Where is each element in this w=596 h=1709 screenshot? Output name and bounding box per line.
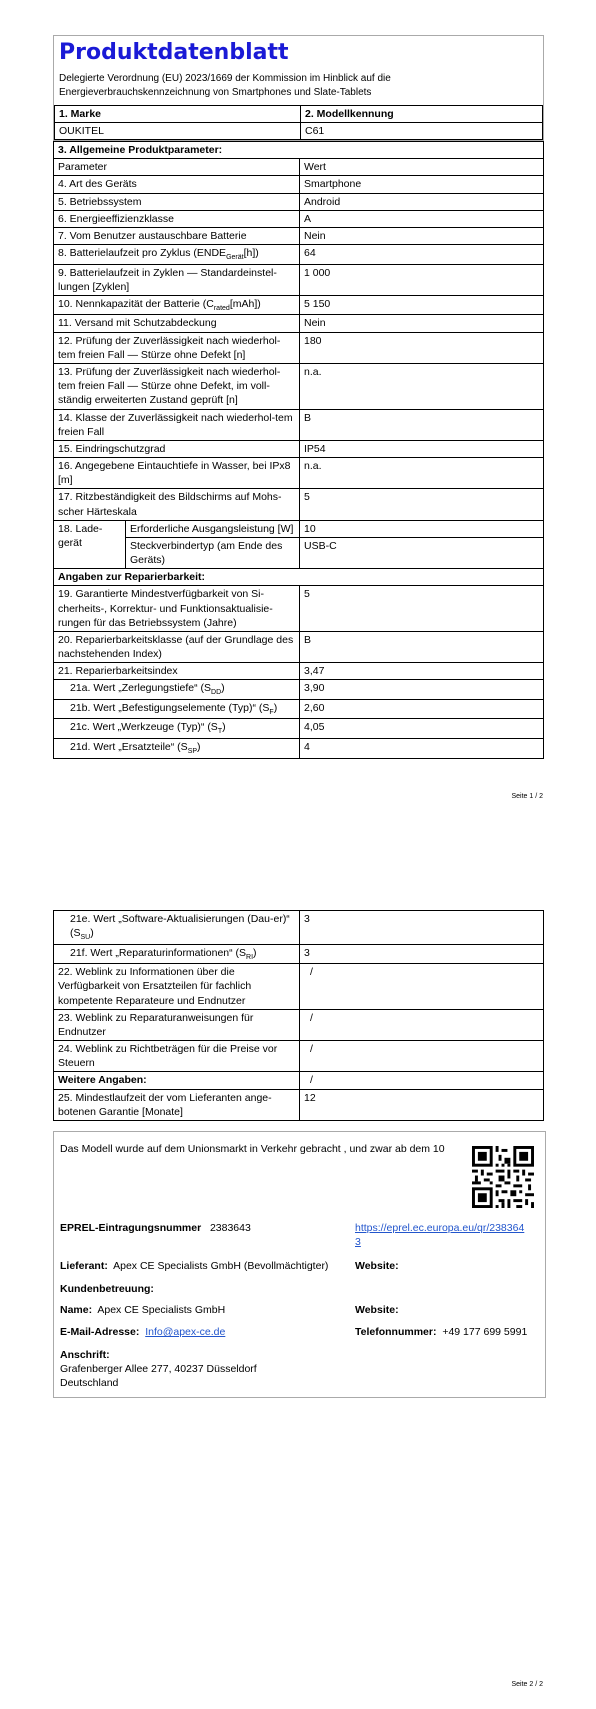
row-label: 5. Betriebssystem <box>54 193 300 210</box>
phone-row <box>355 1325 527 1339</box>
table-row <box>54 964 544 1010</box>
row-label: 14. Klasse der Zuverlässigkeit nach wiederhol-tem freien Fall <box>54 409 300 440</box>
row-label: 12. Prüfung der Zuverlässigkeit nach wiederhol-tem freien Fall — Stürze ohne Defekt [n] <box>54 332 300 363</box>
website-label: Website: <box>355 1260 399 1272</box>
label-subscript: Gerät <box>226 254 244 262</box>
row-value: IP54 <box>300 440 544 457</box>
row-label: 25. Mindestlaufzeit der vom Lieferanten ange-botenen Garantie [Monate] <box>54 1089 300 1120</box>
table-row <box>54 520 544 537</box>
parameter-table <box>53 141 544 759</box>
column-header-value: Wert <box>300 159 544 176</box>
table-row <box>54 680 544 700</box>
label-text: ) <box>222 721 226 734</box>
row-label: 16. Angegebene Eintauchtiefe in Wasser, bei IPx8 [m] <box>54 458 300 489</box>
customer-support-label: Kundenbetreuung: <box>60 1283 154 1295</box>
row-value: Nein <box>300 315 544 332</box>
table-row <box>54 586 544 632</box>
label-text: [mAh]) <box>229 297 261 310</box>
row-value: 10 <box>300 520 544 537</box>
name-label: Name: <box>60 1304 93 1316</box>
row-value: B <box>300 631 544 662</box>
row-value: / <box>300 1041 544 1072</box>
row-label <box>54 911 300 945</box>
page-number: Seite 2 / 2 <box>511 1681 543 1688</box>
table-row <box>54 332 544 363</box>
regulation-subtitle: Delegierte Verordnung (EU) 2023/1669 der Kommission im Hinblick auf die Energieverbrauchskennzeichnung von Smartphones und Slate-Tablets <box>59 72 391 99</box>
row-value: n.a. <box>300 363 544 409</box>
row-value: 3,90 <box>300 680 544 700</box>
column-header-parameter: Parameter <box>54 159 300 176</box>
row-label <box>54 944 300 964</box>
row-label: 19. Garantierte Mindestverfügbarkeit von Si-cherheits-, Korrektur- und Funktionsaktualisie-rungen für das Betriebssystem (Jahre) <box>54 586 300 632</box>
label-text: ) <box>273 701 278 714</box>
datasheet-header <box>53 35 544 141</box>
table-row <box>54 699 544 719</box>
email-label: E-Mail-Adresse: <box>60 1326 140 1338</box>
table-row <box>54 911 544 945</box>
address-line: Deutschland <box>60 1377 119 1390</box>
address-line: Grafenberger Allee 277, 40237 Düsseldorf <box>60 1363 257 1376</box>
charger-label: 18. Lade-gerät <box>54 520 126 569</box>
label-text: ) <box>90 927 94 940</box>
page-title: Produktdatenblatt <box>59 40 289 65</box>
row-label <box>54 680 300 700</box>
row-label <box>54 739 300 759</box>
row-value: USB-C <box>300 537 544 568</box>
row-value: Android <box>300 193 544 210</box>
label-text: 10. Nennkapazität der Batterie (C <box>58 297 214 310</box>
model-value: C61 <box>301 122 543 139</box>
row-value: 5 150 <box>300 295 544 315</box>
row-label: 11. Versand mit Schutzabdeckung <box>54 315 300 332</box>
label-subscript: SP <box>187 748 198 756</box>
label-text: ) <box>221 682 225 695</box>
label-text: 21b. Wert „Befestigungselemente (Typ)“ (S <box>70 701 270 714</box>
row-label: 15. Eindringschutzgrad <box>54 440 300 457</box>
label-subscript: DD <box>211 689 222 697</box>
row-label <box>54 719 300 739</box>
row-value: 4,05 <box>300 719 544 739</box>
eprel-link-text[interactable]: https://eprel.ec.europa.eu/qr/2383643 <box>355 1222 525 1249</box>
page-1 <box>53 35 544 759</box>
row-value: 5 <box>300 586 544 632</box>
row-value: 64 <box>300 245 544 265</box>
label-text: 21a. Wert „Zerlegungstiefe“ (S <box>70 682 212 695</box>
table-row <box>54 409 544 440</box>
eprel-number: 2383643 <box>209 1222 251 1234</box>
row-value: 3 <box>300 911 544 945</box>
label-text: ) <box>253 946 257 959</box>
section-header: Weitere Angaben: <box>54 1072 300 1089</box>
table-row <box>54 264 544 295</box>
row-value: A <box>300 210 544 227</box>
label-text: [h]) <box>243 247 259 260</box>
row-label: 4. Art des Geräts <box>54 176 300 193</box>
email-link[interactable]: Info@apex-ce.de <box>145 1326 226 1338</box>
parameter-table-continued <box>53 910 544 1121</box>
eprel-label: EPREL-Eintragungsnummer <box>60 1222 202 1234</box>
brand-value: OUKITEL <box>55 122 301 139</box>
label-subscript: F <box>269 709 274 717</box>
website-label-2: Website: <box>355 1304 399 1316</box>
row-label: 24. Weblink zu Richtbeträgen für die Preise vor Steuern <box>54 1041 300 1072</box>
label-text: 21d. Wert „Ersatzteile“ (S <box>70 741 188 754</box>
table-row <box>54 489 544 520</box>
model-label: 2. Modellkennung <box>301 105 543 122</box>
label-text: 21f. Wert „Reparaturinformationen“ (S <box>70 946 247 959</box>
label-subscript: rated <box>213 305 230 313</box>
name-value: Apex CE Specialists GmbH <box>97 1304 226 1316</box>
row-value: Smartphone <box>300 176 544 193</box>
table-row <box>54 210 544 227</box>
table-row <box>54 663 544 680</box>
table-row <box>54 176 544 193</box>
table-row <box>54 193 544 210</box>
supplier-info-box <box>53 1131 546 1398</box>
page-number: Seite 1 / 2 <box>511 793 543 800</box>
row-value: 3 <box>300 944 544 964</box>
row-value: / <box>300 1009 544 1040</box>
table-row <box>54 719 544 739</box>
row-label: 20. Reparierbarkeitsklasse (auf der Grundlage des nachstehenden Index) <box>54 631 300 662</box>
phone-label: Telefonnummer: <box>355 1326 437 1338</box>
row-label: 23. Weblink zu Reparaturanweisungen für Endnutzer <box>54 1009 300 1040</box>
table-row <box>54 458 544 489</box>
row-label <box>54 295 300 315</box>
row-value: / <box>300 964 544 1010</box>
eprel-registration <box>60 1221 251 1235</box>
brand-model-table <box>54 105 543 140</box>
contact-name-row <box>60 1303 225 1317</box>
row-value: 12 <box>300 1089 544 1120</box>
label-subscript: SU <box>80 934 91 942</box>
row-value: 2,60 <box>300 699 544 719</box>
table-row <box>54 631 544 662</box>
row-value: / <box>300 1072 544 1089</box>
row-value: Nein <box>300 227 544 244</box>
table-row <box>54 739 544 759</box>
table-row <box>54 944 544 964</box>
row-value: 5 <box>300 489 544 520</box>
row-value: 3,47 <box>300 663 544 680</box>
row-label: Erforderliche Ausgangsleistung [W] <box>126 520 300 537</box>
supplier-value: Apex CE Specialists GmbH (Bevollmächtigter) <box>113 1260 329 1272</box>
label-text: 8. Batterielaufzeit pro Zyklus (ENDE <box>58 247 227 260</box>
supplier-row <box>60 1259 328 1273</box>
table-row <box>54 537 544 568</box>
label-subscript: T <box>217 728 223 736</box>
row-label: 13. Prüfung der Zuverlässigkeit nach wiederhol-tem freien Fall — Stürze ohne Defekt, im voll-ständig erweiterten Zustand geprüft [n] <box>54 363 300 409</box>
email-row <box>60 1325 225 1339</box>
brand-label: 1. Marke <box>55 105 301 122</box>
row-label: 6. Energieeffizienzklasse <box>54 210 300 227</box>
table-row <box>54 1089 544 1120</box>
row-label: 7. Vom Benutzer austauschbare Batterie <box>54 227 300 244</box>
row-value: 1 000 <box>300 264 544 295</box>
label-subscript: RI <box>246 953 254 961</box>
qr-code-icon[interactable] <box>472 1146 534 1208</box>
table-row <box>54 1072 544 1089</box>
label-text: 21e. Wert „Software-Aktualisierungen (Dau-er)“ (S <box>70 913 290 940</box>
section-header: Angaben zur Reparierbarkeit: <box>54 569 544 586</box>
table-row <box>54 440 544 457</box>
table-row <box>54 363 544 409</box>
supplier-label: Lieferant: <box>60 1260 108 1272</box>
table-row <box>54 1041 544 1072</box>
row-label: Steckverbindertyp (am Ende des Geräts) <box>126 537 300 568</box>
table-row <box>54 315 544 332</box>
row-label <box>54 245 300 265</box>
address-label: Anschrift: <box>60 1349 110 1361</box>
market-date-text: Das Modell wurde auf dem Unionsmarkt in Verkehr gebracht , und zwar ab dem 10 <box>60 1143 445 1155</box>
row-label: 9. Batterielaufzeit in Zyklen — Standardeinstel-lungen [Zyklen] <box>54 264 300 295</box>
section-header: 3. Allgemeine Produktparameter: <box>54 142 544 159</box>
row-label: 22. Weblink zu Informationen über die Verfügbarkeit von Ersatzteilen für fachlich kompetente Reparateure und Endnutzer <box>54 964 300 1010</box>
row-value: n.a. <box>300 458 544 489</box>
address-block <box>60 1348 257 1391</box>
row-label: 21. Reparierbarkeitsindex <box>54 663 300 680</box>
table-row <box>54 1009 544 1040</box>
eprel-link[interactable] <box>355 1221 525 1249</box>
phone-value: +49 177 699 5991 <box>442 1326 528 1338</box>
page-2 <box>53 910 544 1121</box>
row-value: 4 <box>300 739 544 759</box>
label-text: ) <box>197 741 201 754</box>
row-label <box>54 699 300 719</box>
row-value: B <box>300 409 544 440</box>
table-row <box>54 245 544 265</box>
table-row <box>54 227 544 244</box>
row-label: 17. Ritzbeständigkeit des Bildschirms auf Mohs-scher Härteskala <box>54 489 300 520</box>
table-row <box>54 295 544 315</box>
label-text: 21c. Wert „Werkzeuge (Typ)“ (S <box>70 721 218 734</box>
row-value: 180 <box>300 332 544 363</box>
